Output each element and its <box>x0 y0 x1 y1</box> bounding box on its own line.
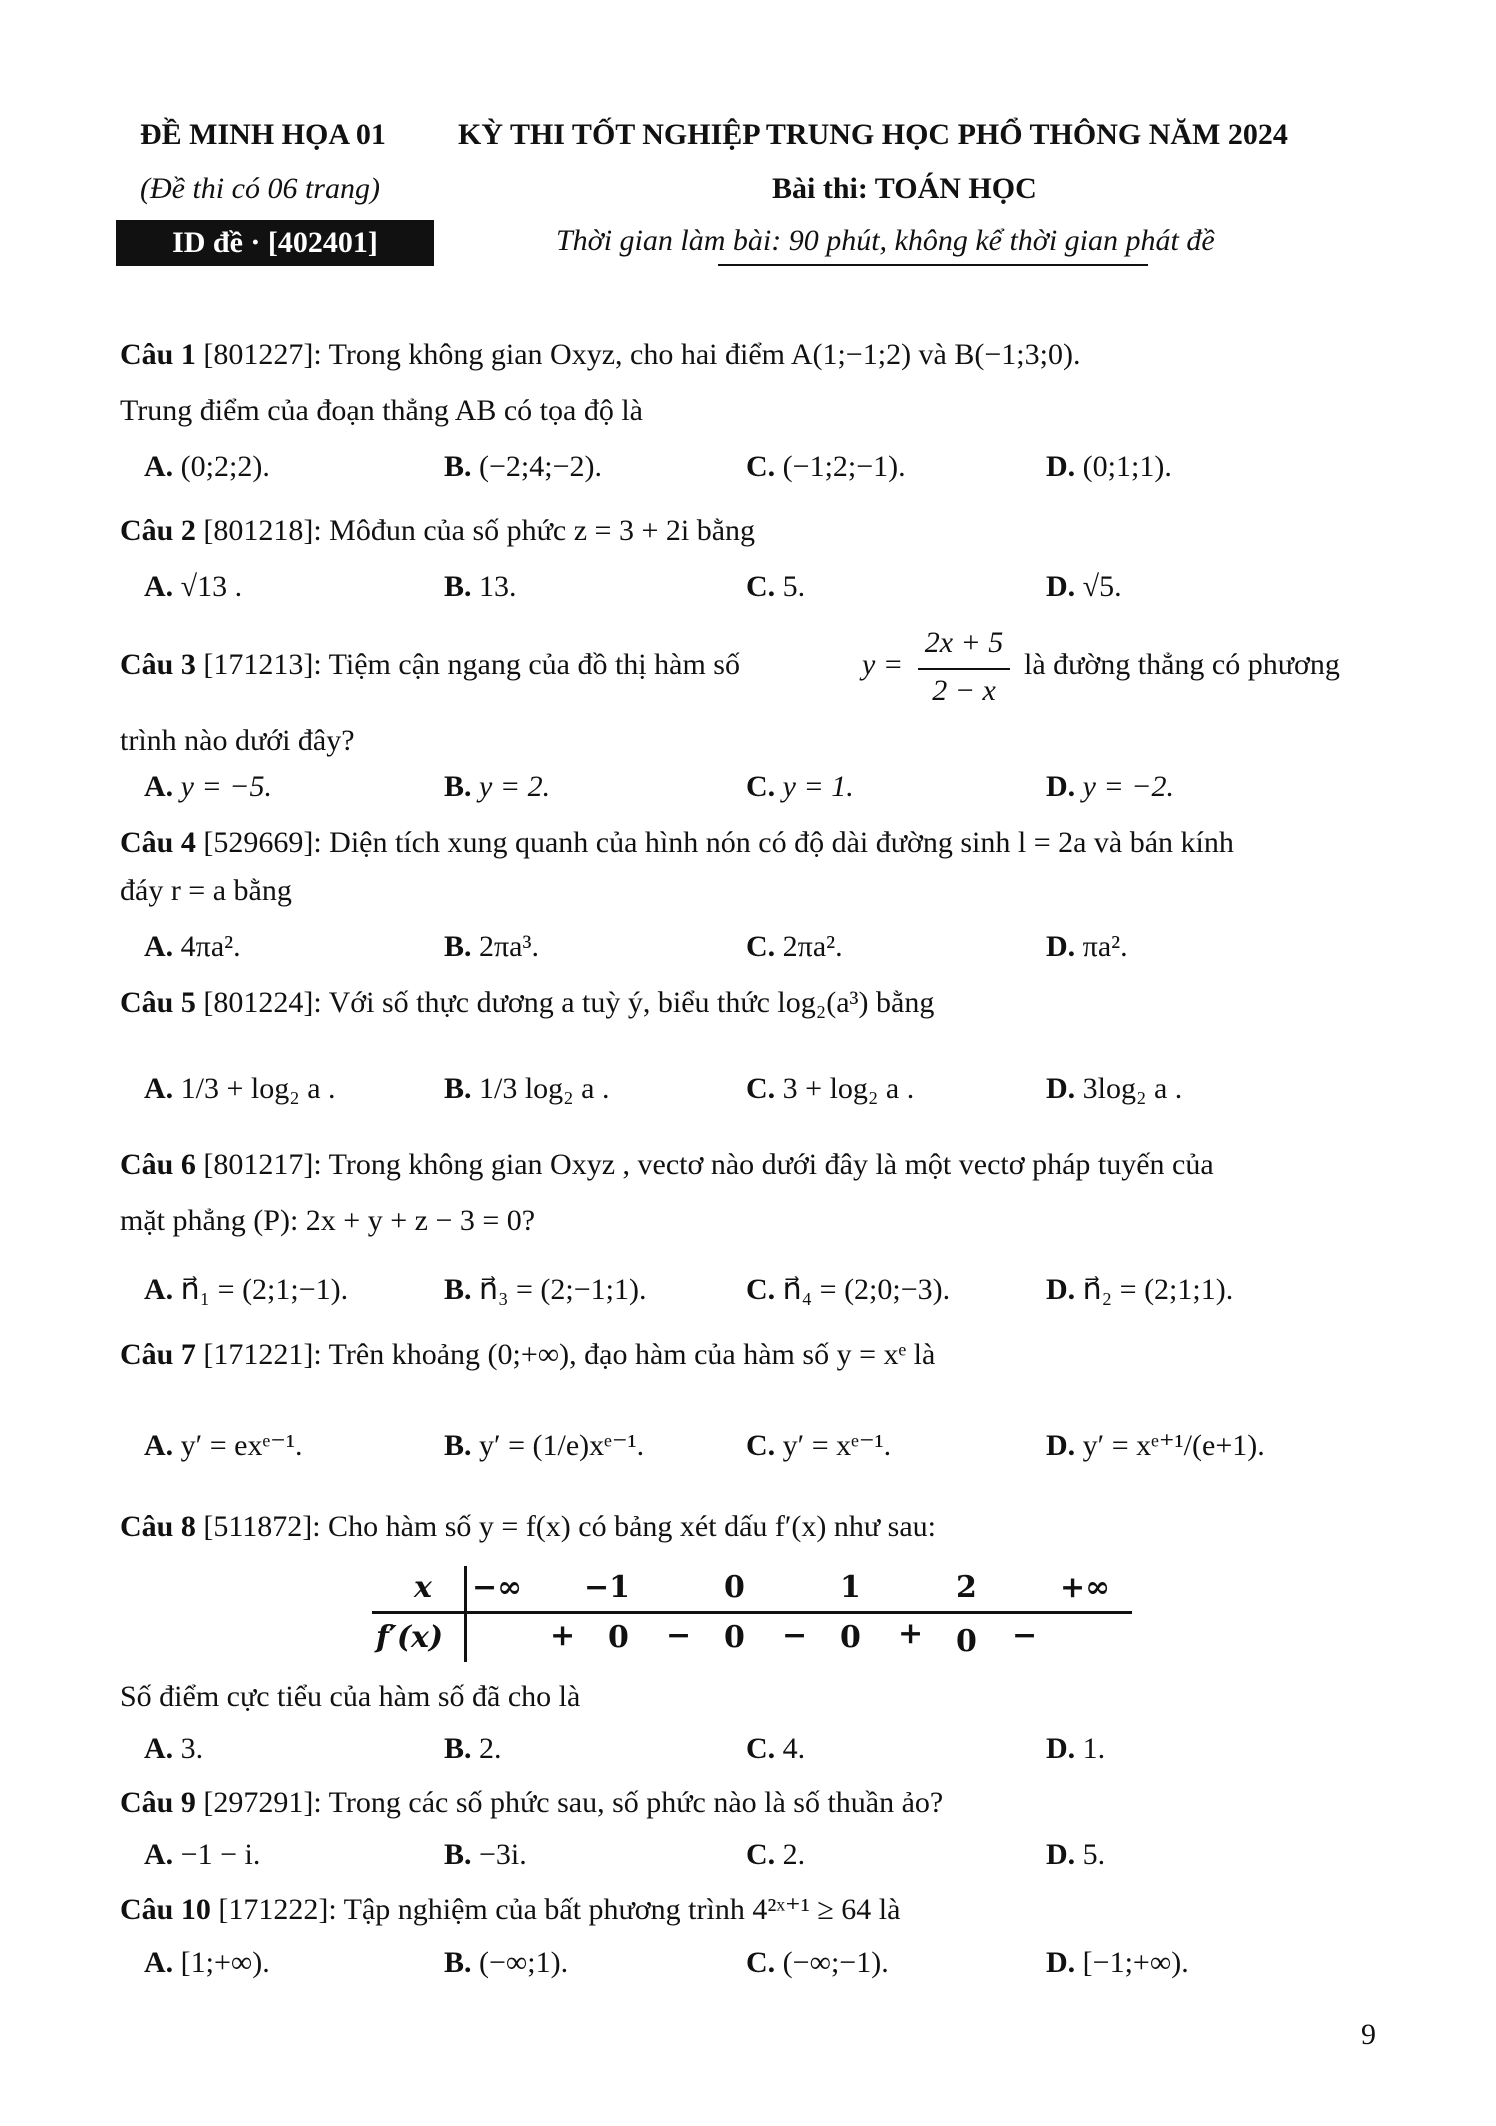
option-d: D. 1. <box>1046 1732 1106 1765</box>
option-b: B. −3i. <box>444 1838 527 1871</box>
question-3: Câu 3 [171213]: Tiệm cận ngang của đồ thị hàm số <box>120 648 740 681</box>
x-value: −∞ <box>472 1570 523 1605</box>
question-3-after: là đường thẳng có phương <box>1024 648 1340 681</box>
option-d: D. y′ = xᵉ⁺¹/(e+1). <box>1046 1429 1265 1462</box>
x-value: +∞ <box>1060 1570 1111 1605</box>
exam-title: KỲ THI TỐT NGHIỆP TRUNG HỌC PHỔ THÔNG NĂM 2024 <box>458 118 1288 151</box>
option-d: D. πa². <box>1046 930 1128 963</box>
option-b: B. 13. <box>444 570 517 603</box>
question-1-line2: Trung điểm của đoạn thẳng AB có tọa độ là <box>120 394 643 427</box>
exam-code: ĐỀ MINH HỌA 01 <box>140 118 386 151</box>
x-value: 1 <box>840 1570 861 1605</box>
sign-value: − <box>666 1618 692 1653</box>
question-5: Câu 5 [801224]: Với số thực dương a tuỳ ý, biểu thức log₂(a³) bằng <box>120 986 935 1019</box>
option-d: D. n⃗₂ = (2;1;1). <box>1046 1273 1234 1306</box>
question-7: Câu 7 [171221]: Trên khoảng (0;+∞), đạo hàm của hàm số y = xᵉ là <box>120 1338 936 1371</box>
sign-value: 0 <box>608 1620 629 1655</box>
table-row-label-fprime: f′(x) <box>376 1620 444 1655</box>
question-9: Câu 9 [297291]: Trong các số phức sau, số phức nào là số thuần ảo? <box>120 1786 944 1819</box>
option-c: C. n⃗₄ = (2;0;−3). <box>746 1273 951 1306</box>
sign-value: + <box>550 1618 576 1653</box>
option-c: C. 2πa². <box>746 930 843 963</box>
exam-id-badge: ID đề · [402401] <box>116 220 434 266</box>
option-a: A. y′ = exᵉ⁻¹. <box>144 1429 303 1462</box>
question-4: Câu 4 [529669]: Diện tích xung quanh của hình nón có độ dài đường sinh l = 2a và bán kính <box>120 826 1234 859</box>
option-d: D. 5. <box>1046 1838 1106 1871</box>
pages-note: (Đề thi có 06 trang) <box>140 172 380 205</box>
fraction-numerator: 2x + 5 <box>924 626 1004 659</box>
question-4-line2: đáy r = a bằng <box>120 874 292 907</box>
option-a: A. [1;+∞). <box>144 1946 270 1979</box>
sign-value: − <box>782 1618 808 1653</box>
sign-value: 0 <box>840 1620 861 1655</box>
sign-value: + <box>898 1616 924 1651</box>
option-c: C. 3 + log₂ a . <box>746 1072 915 1105</box>
option-c: C. y′ = xᵉ⁻¹. <box>746 1429 892 1462</box>
fraction-bar <box>918 668 1010 670</box>
question-2: Câu 2 [801218]: Môđun của số phức z = 3 + 2i bằng <box>120 514 756 547</box>
question-1: Câu 1 [801227]: Trong không gian Oxyz, cho hai điểm A(1;−1;2) và B(−1;3;0). <box>120 338 1081 371</box>
option-c: C. 5. <box>746 570 806 603</box>
x-value: 2 <box>956 1570 977 1605</box>
sign-value: 0 <box>724 1620 745 1655</box>
fraction-denominator: 2 − x <box>932 674 996 707</box>
option-a: A. √13 . <box>144 570 243 603</box>
sign-table <box>372 1566 1132 1662</box>
option-d: D. (0;1;1). <box>1046 450 1172 483</box>
option-d: D. 3log₂ a . <box>1046 1072 1183 1105</box>
option-b: B. (−2;4;−2). <box>444 450 603 483</box>
table-divider-vertical <box>464 1566 467 1662</box>
option-a: A. 4πa². <box>144 930 241 963</box>
option-a: A. 1/3 + log₂ a . <box>144 1072 336 1105</box>
table-divider-horizontal <box>372 1611 1132 1614</box>
question-8-line2: Số điểm cực tiểu của hàm số đã cho là <box>120 1680 581 1713</box>
time-note: Thời gian làm bài: 90 phút, không kể thời gian phát đề <box>556 224 1215 257</box>
option-b: B. (−∞;1). <box>444 1946 569 1979</box>
option-c: C. 2. <box>746 1838 806 1871</box>
option-a: A. n⃗₁ = (2;1;−1). <box>144 1273 349 1306</box>
option-d: D. √5. <box>1046 570 1122 603</box>
option-c: C. y = 1. <box>746 770 854 803</box>
option-b: B. n⃗₃ = (2;−1;1). <box>444 1273 647 1306</box>
x-value: −1 <box>584 1570 631 1605</box>
subject: Bài thi: TOÁN HỌC <box>772 172 1037 205</box>
option-b: B. 2πa³. <box>444 930 539 963</box>
option-c: C. (−∞;−1). <box>746 1946 889 1979</box>
question-3-line2: trình nào dưới đây? <box>120 724 355 757</box>
question-10: Câu 10 [171222]: Tập nghiệm của bất phương trình 4²ˣ⁺¹ ≥ 64 là <box>120 1893 901 1926</box>
table-row-label-x: x <box>414 1570 432 1605</box>
sign-value: 0 <box>956 1624 977 1659</box>
option-c: C. (−1;2;−1). <box>746 450 906 483</box>
option-b: B. 2. <box>444 1732 502 1765</box>
option-a: A. (0;2;2). <box>144 450 270 483</box>
option-d: D. y = −2. <box>1046 770 1174 803</box>
option-d: D. [−1;+∞). <box>1046 1946 1189 1979</box>
question-6-line2: mặt phẳng (P): 2x + y + z − 3 = 0? <box>120 1204 536 1237</box>
formula-lhs: y = <box>862 648 904 681</box>
option-a: A. y = −5. <box>144 770 272 803</box>
page-number: 9 <box>1361 2018 1376 2051</box>
option-a: A. 3. <box>144 1732 204 1765</box>
question-8: Câu 8 [511872]: Cho hàm số y = f(x) có bảng xét dấu f′(x) như sau: <box>120 1510 937 1543</box>
option-b: B. 1/3 log₂ a . <box>444 1072 610 1105</box>
x-value: 0 <box>724 1570 745 1605</box>
question-6: Câu 6 [801217]: Trong không gian Oxyz , vectơ nào dưới đây là một vectơ pháp tuyến của <box>120 1148 1214 1181</box>
option-c: C. 4. <box>746 1732 806 1765</box>
divider <box>718 264 1148 266</box>
option-b: B. y′ = (1/e)xᵉ⁻¹. <box>444 1429 645 1462</box>
option-a: A. −1 − i. <box>144 1838 261 1871</box>
sign-value: − <box>1012 1618 1038 1653</box>
option-b: B. y = 2. <box>444 770 551 803</box>
